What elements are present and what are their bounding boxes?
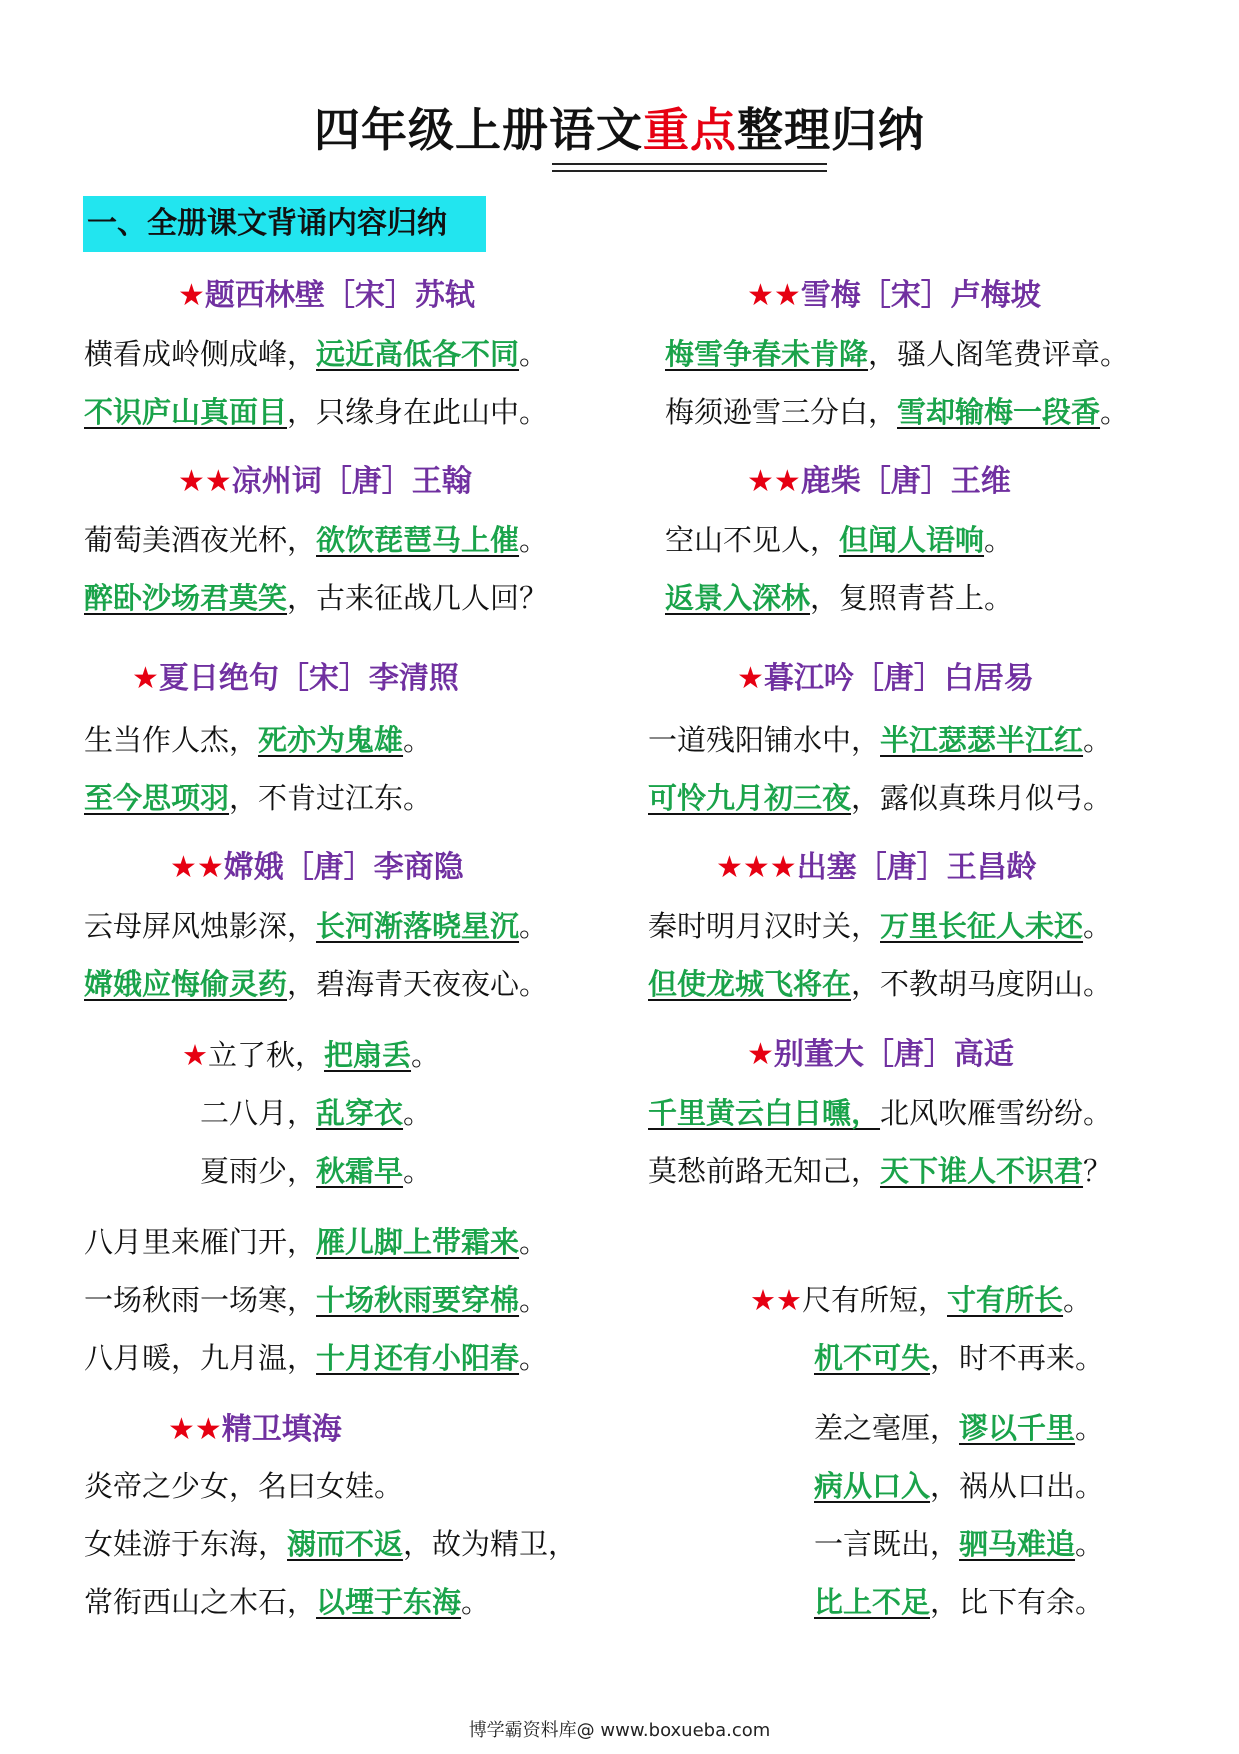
- poem-line: [648, 1093, 1112, 1133]
- text-segment: ，古来征战几人回？: [287, 581, 549, 615]
- key-phrase: 长河渐落晓星沉: [316, 909, 520, 943]
- text-segment: 常衔西山之木石，: [84, 1585, 317, 1619]
- text-segment: 雪梅［宋］卢梅坡: [800, 278, 1041, 313]
- poem-line: [84, 720, 432, 760]
- key-phrase: 嫦娥应悔偷灵药: [84, 967, 288, 1001]
- poem-line: [84, 520, 548, 560]
- poem-title: [747, 1035, 1014, 1075]
- star-rating: ★: [737, 661, 764, 696]
- star-rating: ★★: [170, 850, 224, 885]
- text-segment: 莫愁前路无知己，: [648, 1154, 881, 1188]
- proverb-line: [814, 1338, 1104, 1378]
- text-segment: 。: [403, 723, 433, 757]
- star-rating: ★★: [747, 464, 801, 499]
- key-phrase: 醉卧沙场君莫笑: [84, 581, 288, 615]
- poem-line: [665, 520, 1013, 560]
- text-segment: 。: [1075, 1411, 1105, 1445]
- star-rating: ★★: [168, 1412, 222, 1447]
- proverb-line: [750, 1280, 1092, 1320]
- footer-watermark: 博学霸资料库@ www.boxueba.com: [468, 1720, 771, 1741]
- text-segment: 一场秋雨一场寒，: [84, 1283, 317, 1317]
- text-segment: 暮江吟［唐］白居易: [763, 661, 1034, 696]
- key-phrase: 死亦为鬼雄: [258, 723, 404, 757]
- poem-line: [648, 964, 1112, 1004]
- text-segment: ，不肯过江东。: [229, 781, 433, 815]
- poem-line: [84, 1466, 403, 1506]
- key-phrase: 寸有所长: [947, 1283, 1064, 1317]
- poem-line: [84, 778, 432, 818]
- text-segment: 题西林壁［宋］苏轼: [204, 278, 475, 313]
- proverb-line: [200, 1151, 432, 1191]
- text-segment: 一道残阳铺水中，: [648, 723, 881, 757]
- text-segment: 。: [403, 1096, 433, 1130]
- text-segment: ，时不再来。: [930, 1341, 1105, 1375]
- poem-title: [747, 276, 1041, 316]
- text-segment: 一言既出，: [814, 1527, 960, 1561]
- text-segment: 精卫填海: [221, 1412, 342, 1447]
- key-phrase: 秋霜早: [316, 1154, 404, 1188]
- star-rating: ★: [747, 1037, 774, 1072]
- text-segment: 。: [519, 337, 549, 371]
- text-segment: 鹿柴［唐］王维: [800, 464, 1011, 499]
- key-phrase: 梅雪争春未肯降: [665, 337, 869, 371]
- key-phrase: 半江瑟瑟半江红: [880, 723, 1084, 757]
- text-segment: 葡萄美酒夜光杯，: [84, 523, 317, 557]
- star-rating: ★★★: [716, 850, 797, 885]
- poem-line: [648, 720, 1112, 760]
- key-phrase: 万里长征人未还: [880, 909, 1084, 943]
- key-phrase: 但使龙城飞将在: [648, 967, 852, 1001]
- text-segment: 梅须逊雪三分白，: [665, 395, 898, 429]
- poem-title: [132, 659, 459, 699]
- key-phrase: 返景入深林: [665, 581, 811, 615]
- text-segment: 。: [519, 1225, 549, 1259]
- text-segment: ，骚人阁笔费评章。: [868, 337, 1130, 371]
- poem-line: [648, 778, 1112, 818]
- star-rating: ★★: [747, 278, 801, 313]
- poem-title: [178, 462, 472, 502]
- text-segment: 。: [519, 1341, 549, 1375]
- key-phrase: 乱穿衣: [316, 1096, 404, 1130]
- proverb-line: [814, 1408, 1104, 1448]
- poem-line: [84, 392, 548, 432]
- text-segment: 别董大［唐］高适: [773, 1037, 1014, 1072]
- text-segment: ？: [1083, 1154, 1113, 1188]
- text-segment: 女娃游于东海，: [84, 1527, 288, 1561]
- title-underline-2: [552, 170, 827, 172]
- star-rating: ★: [178, 278, 205, 313]
- poem-line: [665, 334, 1129, 374]
- text-segment: 八月暖，九月温，: [84, 1341, 317, 1375]
- page-title: [0, 100, 1239, 160]
- poem-line: [648, 1151, 1112, 1191]
- poem-title: [747, 462, 1011, 502]
- text-segment: 。: [1063, 1283, 1093, 1317]
- text-segment: ，露似真珠月似弓。: [851, 781, 1113, 815]
- text-segment: ，碧海青天夜夜心。: [287, 967, 549, 1001]
- key-phrase: 欲饮琵琶马上催: [316, 523, 520, 557]
- proverb-line: [200, 1093, 432, 1133]
- key-phrase: 可怜九月初三夜: [648, 781, 852, 815]
- key-phrase: 机不可失: [814, 1341, 931, 1375]
- text-segment: 二八月，: [200, 1096, 317, 1130]
- poem-line: [84, 1524, 577, 1564]
- key-phrase: 远近高低各不同: [316, 337, 520, 371]
- key-phrase: 病从口入: [814, 1469, 931, 1503]
- poem-line: [665, 578, 1013, 618]
- title-part3: 整理归纳: [737, 103, 925, 157]
- text-segment: ，复照青苔上。: [810, 581, 1014, 615]
- proverb-line: [814, 1524, 1104, 1564]
- poem-title: [716, 848, 1037, 888]
- text-segment: 云母屏风烛影深，: [84, 909, 317, 943]
- text-segment: 横看成岭侧成峰，: [84, 337, 317, 371]
- text-segment: 嫦娥［唐］李商隐: [223, 850, 464, 885]
- key-phrase: 十场秋雨要穿棉: [316, 1283, 520, 1317]
- key-phrase: 雪却输梅一段香: [897, 395, 1101, 429]
- text-segment: 夏雨少，: [200, 1154, 317, 1188]
- text-segment: 差之毫厘，: [814, 1411, 960, 1445]
- text-segment: 出塞［唐］王昌龄: [796, 850, 1037, 885]
- poem-line: [84, 1582, 490, 1622]
- poem-title: [737, 659, 1034, 699]
- text-segment: 。: [984, 523, 1014, 557]
- key-phrase: 但闻人语响: [839, 523, 985, 557]
- title-part1: 四年级上册语文: [314, 103, 643, 157]
- text-segment: 。: [411, 1038, 441, 1072]
- proverb-line: [84, 1338, 548, 1378]
- poem-line: [648, 906, 1112, 946]
- key-phrase: 谬以千里: [959, 1411, 1076, 1445]
- star-rating: ★★: [750, 1283, 802, 1317]
- text-segment: 。: [461, 1585, 491, 1619]
- text-segment: 。: [1100, 395, 1130, 429]
- proverb-line: [84, 1280, 548, 1320]
- text-segment: ，不教胡马度阴山。: [851, 967, 1113, 1001]
- poem-line: [84, 334, 548, 374]
- text-segment: ，故为精卫，: [403, 1527, 578, 1561]
- title-underline: [552, 163, 827, 165]
- text-segment: 炎帝之少女，名曰女娃。: [84, 1469, 404, 1503]
- text-segment: 。: [1083, 909, 1113, 943]
- text-segment: 。: [1083, 723, 1113, 757]
- proverb-line: [814, 1582, 1104, 1622]
- text-segment: 。: [403, 1154, 433, 1188]
- key-phrase: 至今思项羽: [84, 781, 230, 815]
- proverb-line: [84, 1222, 548, 1262]
- key-phrase: 把扇丢: [324, 1038, 412, 1072]
- text-segment: 。: [519, 909, 549, 943]
- key-phrase: 不识庐山真面目: [84, 395, 288, 429]
- text-segment: 。: [519, 523, 549, 557]
- star-rating: ★: [132, 661, 159, 696]
- text-segment: ，比下有余。: [930, 1585, 1105, 1619]
- proverb-line: [182, 1035, 440, 1075]
- poem-line: [84, 964, 548, 1004]
- text-segment: 。: [1075, 1527, 1105, 1561]
- poem-line: [84, 578, 548, 618]
- poem-title: [178, 276, 475, 316]
- poem-title: [170, 848, 464, 888]
- key-phrase: 驷马难追: [959, 1527, 1076, 1561]
- key-phrase: 千里黄云白日曛，: [648, 1096, 881, 1130]
- key-phrase: 雁儿脚上带霜来: [316, 1225, 520, 1259]
- poem-line: [665, 392, 1129, 432]
- key-phrase: 溺而不返: [287, 1527, 404, 1561]
- section-heading: 一、全册课文背诵内容归纳: [83, 196, 486, 252]
- poem-line: [84, 906, 548, 946]
- poem-title: [168, 1410, 342, 1450]
- text-segment: 北风吹雁雪纷纷。: [880, 1096, 1113, 1130]
- text-segment: 凉州词［唐］王翰: [231, 464, 472, 499]
- text-segment: ，祸从口出。: [930, 1469, 1105, 1503]
- text-segment: 空山不见人，: [665, 523, 840, 557]
- title-highlight: 重点: [643, 103, 737, 157]
- proverb-line: [814, 1466, 1104, 1506]
- text-segment: 生当作人杰，: [84, 723, 259, 757]
- text-segment: 秦时明月汉时关，: [648, 909, 881, 943]
- text-segment: 立了秋，: [208, 1038, 325, 1072]
- text-segment: 。: [519, 1283, 549, 1317]
- text-segment: 八月里来雁门开，: [84, 1225, 317, 1259]
- key-phrase: 以堙于东海: [316, 1585, 462, 1619]
- star-rating: ★: [182, 1038, 208, 1072]
- text-segment: 尺有所短，: [802, 1283, 948, 1317]
- key-phrase: 比上不足: [814, 1585, 931, 1619]
- key-phrase: 天下谁人不识君: [880, 1154, 1084, 1188]
- key-phrase: 十月还有小阳春: [316, 1341, 520, 1375]
- text-segment: ，只缘身在此山中。: [287, 395, 549, 429]
- text-segment: 夏日绝句［宋］李清照: [158, 661, 459, 696]
- star-rating: ★★: [178, 464, 232, 499]
